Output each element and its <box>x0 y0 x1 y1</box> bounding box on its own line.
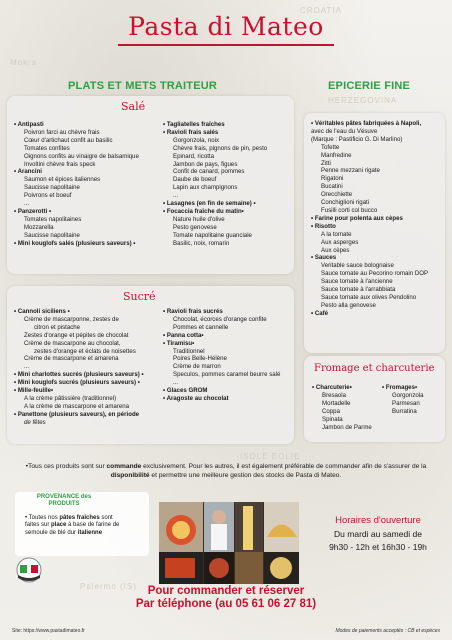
list-item: Coppa <box>322 407 340 415</box>
list-heading: • Risotto <box>311 223 445 231</box>
list-item: Mozzarella <box>24 223 54 231</box>
list-item: Rigatoni <box>321 175 344 183</box>
list-heading: • Mini kouglofs salés (plusieurs saveurs) • <box>14 240 164 248</box>
list-heading: • Véritables pâtes fabriquées à Napoli, <box>311 120 445 128</box>
list-heading: • Mini kouglofs sucrés (plusieurs saveurs) • <box>14 379 164 387</box>
cta-phone[interactable]: Par téléphone (au 05 61 06 27 81) <box>135 598 317 610</box>
list-item: A la crème de mascarpone et amarena <box>24 402 130 410</box>
order-note <box>14 462 438 480</box>
list-item: Tomates napolitaines <box>24 215 82 223</box>
charcuterie-heading: • Charcuterie• <box>312 384 382 392</box>
list-item: Gorgonzola <box>392 391 424 399</box>
list-item: (Marque : Pastificio G. Di Marlino) <box>311 135 403 143</box>
list-heading: • Café <box>311 310 445 318</box>
list-item: Sauce tomate à l'ancienne <box>321 278 393 286</box>
list-item: Crème de mascarpone au chocolat, <box>24 339 121 347</box>
list-heading: • Focaccia fraîche du matin• <box>163 208 293 216</box>
list-heading: • Antipasti <box>14 121 164 129</box>
sucre-left-list <box>14 308 164 427</box>
hours-title: Horaires d'ouverture <box>335 515 421 526</box>
list-item: ... <box>173 192 179 200</box>
list-item: Oignons confits au vinaigre de balsamique <box>24 152 139 160</box>
list-heading: • Ravioli frais salés <box>163 129 293 137</box>
list-item: Confit de canard, pommes <box>173 168 245 176</box>
list-item: ... <box>173 379 179 387</box>
list-item: Mortadelle <box>322 399 351 407</box>
list-heading: • Tagliatelles fraîches <box>163 121 293 129</box>
list-item: Tomates confites <box>24 144 70 152</box>
list-item: Pesto alla genovese <box>321 301 376 309</box>
provenance-title: PROVENANCE des PRODUITS <box>36 494 92 507</box>
list-heading: • Lasagnes (en fin de semaine) • <box>163 200 293 208</box>
list-item: Crème de marron <box>173 363 221 371</box>
list-item: Jambon de pays, figues <box>173 160 238 168</box>
list-item: Poivrons et boeuf <box>24 192 72 200</box>
list-item: A la crème pâtissière (traditionnel) <box>24 394 117 402</box>
list-item: Jambon de Parme <box>322 423 372 431</box>
list-item: Saumon et épices italiennes <box>24 176 101 184</box>
list-item: Aux asperges <box>321 238 359 246</box>
list-item: Sauce tomate au Pecorino romain DOP <box>321 270 429 278</box>
list-item: Tofette <box>321 143 340 151</box>
map-label: Palermo (IS) <box>80 582 137 591</box>
map-label: Mokra <box>10 58 38 67</box>
list-item: Sauce tomate aux olives Pendolino <box>321 293 417 301</box>
sale-right-list <box>163 121 293 248</box>
sucre-right-list <box>163 308 293 403</box>
list-item: Burratina <box>392 407 417 415</box>
note-bold: commande <box>106 463 142 470</box>
list-heading: • Mille-feuille• <box>14 387 164 395</box>
list-heading: • Ravioli frais sucrés <box>163 308 293 316</box>
list-item: A la tomate <box>321 230 352 238</box>
fromage-title: Fromage et charcuterie <box>314 363 435 374</box>
note-text: et permettre une meilleure gestion des stocks de Pasta di Mateo. <box>149 472 342 479</box>
list-item: Cœur d'artichaut confit au basilic <box>24 136 113 144</box>
hours-days: Du mardi au samedi de <box>334 529 422 539</box>
fromages-heading: • Fromages• <box>382 384 444 392</box>
list-item: Bresaola <box>322 391 347 399</box>
list-item: Lapin aux champignons <box>173 184 238 192</box>
map-label: CROATIA <box>300 6 342 15</box>
list-item: de fêtes <box>24 418 46 426</box>
list-item: Pommes et cannelle <box>173 323 229 331</box>
list-item: ... <box>24 200 30 208</box>
footer-payment: Modes de paiements acceptés : CB et espèces <box>335 628 440 634</box>
prov-bold: pâtes fraîches <box>59 515 100 521</box>
map-label: HERZEGOVINA <box>328 96 398 105</box>
list-heading: • Mini charlottes sucrés (plusieurs saveurs) • <box>14 371 164 379</box>
list-item: Epinard, ricotta <box>173 152 214 160</box>
list-item: Daube de boeuf <box>173 176 217 184</box>
list-heading: • Aragoste au chocolat <box>163 395 293 403</box>
list-item: Fusilli corti col bucco <box>321 206 378 214</box>
page-title: Pasta di Mateo <box>128 12 324 41</box>
sale-left-list <box>14 121 164 248</box>
list-heading: • Glaces GROM <box>163 387 293 395</box>
list-item: Aux cèpes <box>321 246 350 254</box>
pasta-photos <box>159 502 299 584</box>
list-item: Spinata <box>322 415 343 423</box>
list-item: Zitti <box>321 159 331 167</box>
list-item: Veritable sauce bolognaise <box>321 262 394 270</box>
list-item: Parmesan <box>392 399 420 407</box>
list-heading: • Farine pour polenta aux cèpes <box>311 215 445 223</box>
list-heading: • Sauces <box>311 254 445 262</box>
list-heading: • Panettone (plusieurs saveurs), en période <box>14 411 164 419</box>
list-item: Sauce tomate à l'arrabbiata <box>321 286 396 294</box>
list-item: Chèvre frais, pignons de pin, pesto <box>173 144 268 152</box>
list-item: Traditionnel <box>173 347 205 355</box>
list-item: Chocolat, écorces d'orange confite <box>173 315 267 323</box>
list-item: Poires Belle-Hélène <box>173 355 227 363</box>
epicerie-list <box>311 120 445 318</box>
list-item: Bucatini <box>321 183 343 191</box>
list-item: Conchiglioni rigati <box>321 199 370 207</box>
list-item: Crème de mascarpone et amarena <box>24 355 119 363</box>
sale-title: Salé <box>121 100 146 113</box>
list-item: Crème de mascarponne, zestes de <box>24 315 119 323</box>
fromages-list <box>382 384 444 416</box>
list-item: Tomate napolitaine guanciale <box>173 231 252 239</box>
list-item: Poivron farci au chèvre frais <box>24 128 100 136</box>
list-item: Involtini chèvre frais speck <box>24 160 96 168</box>
footer-site-link[interactable]: Site: https://www.pastadimateo.fr <box>12 628 85 634</box>
list-item: Saucisse napolitaine <box>24 184 80 192</box>
epicerie-heading: EPICERIE FINE <box>328 80 411 92</box>
prov-bold: italienne <box>77 529 103 536</box>
list-item: citron et pistache <box>34 323 81 331</box>
opening-hours <box>318 515 438 552</box>
list-item: Nature huile d'olive <box>173 215 225 223</box>
map-label: ISOLE EOLIE <box>240 452 301 461</box>
list-heading: • Cannoli siciliens • <box>14 308 164 316</box>
list-item: Saucisse napolitaine <box>24 231 80 239</box>
list-item: Basilic, noix, romarin <box>173 239 230 247</box>
prov-text: sont faites sur <box>25 515 113 529</box>
call-to-action <box>0 585 452 611</box>
prov-text: à base de farine de semoule de blé dur <box>25 522 120 536</box>
list-heading: • Tiramisu• <box>163 340 293 348</box>
list-item: Speculos, pommes caramel beurre salé <box>173 371 281 379</box>
cta-line1: Pour commander et réserver <box>147 585 305 597</box>
provenance-text: • Toutes nos pâtes fraîches sont faites sur place à base de farine de semoule de blé dur italienne <box>25 515 120 536</box>
note-text: •Tous ces produits sont sur <box>25 463 107 470</box>
list-item: avec de l'eau du Vésuve <box>311 127 378 135</box>
list-item: Zestes d'orange et pépites de chocolat <box>24 331 129 339</box>
note-text: exclusivement. Pour les autres, il est également préférable de commander afin de s'assurer de la <box>141 463 427 470</box>
list-heading: • Panzerotti • <box>14 208 164 216</box>
list-item: Manfredine <box>321 151 352 159</box>
list-item: Orecchiette <box>321 191 353 199</box>
list-item: ... <box>24 363 30 371</box>
traiteur-heading: PLATS ET METS TRAITEUR <box>68 80 218 92</box>
prov-bold: place <box>51 522 67 529</box>
hours-times: 9h30 - 12h et 16h30 - 19h <box>329 542 427 552</box>
list-item: Penne mezzani rigate <box>321 167 380 175</box>
prov-text: Toutes nos <box>28 515 60 521</box>
list-heading: • Arancini <box>14 168 164 176</box>
charcuterie-list <box>312 384 382 431</box>
list-heading: • Panna cotta• <box>163 332 293 340</box>
list-item: zestes d'orange et éclats de noisettes <box>34 347 136 355</box>
italy-badge-icon <box>15 556 43 584</box>
list-item: Gorgonzola, noix <box>173 136 220 144</box>
note-bold: disponibilité <box>110 472 150 479</box>
list-item: Pesto genovese <box>173 223 217 231</box>
sucre-title: Sucré <box>123 290 156 303</box>
title-underline <box>118 44 334 46</box>
